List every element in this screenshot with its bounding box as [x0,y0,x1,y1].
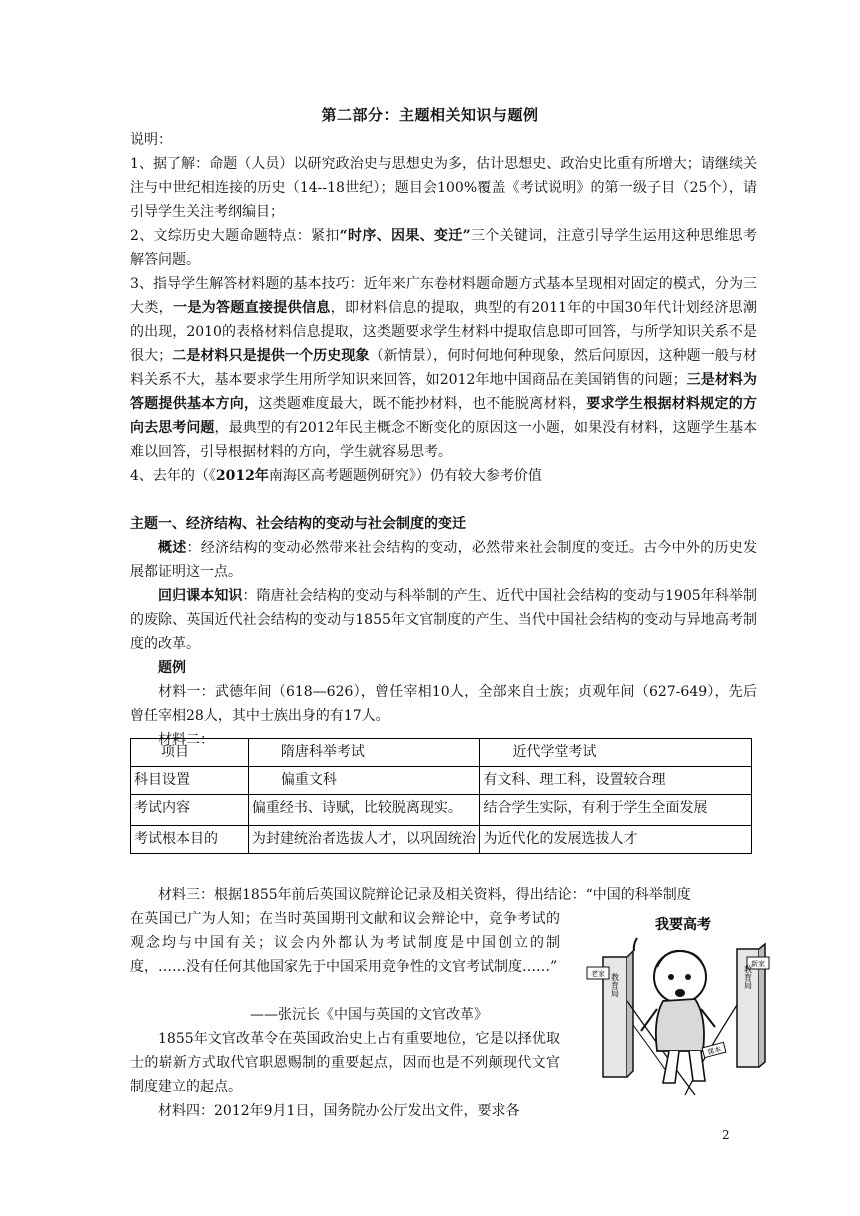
left-sign-label: 老家 [591,971,605,978]
cartoon-caption: 我要高考 [655,916,711,932]
keywords: “时序、因果、变迁” [339,228,471,244]
material-4: 材料四：2012年9月1日，国务院办公厅发出文件，要求各 [158,1103,520,1119]
intro-paragraph-4: 4、去年的（《2012年南海区高考题题例研究》）仍有较大参考价值 [130,468,542,484]
right-sign-label: 新家 [751,961,765,968]
table-cell: 偏重文科 [248,767,480,795]
table-cell: 考试根本目的 [131,826,249,854]
overview-paragraph: 概述：经济结构的变动必然带来社会结构的变动，必然带来社会制度的变迁。古今中外的历史发展都证明这一点。 [130,540,758,580]
material-3-source: ——张沅长《中国与英国的文官改革》 [250,1007,488,1023]
example-label: 题例 [158,660,186,676]
table-row [131,767,752,795]
comparison-table [130,738,752,854]
intro-paragraph-2: 2、文综历史大题命题特点：紧扣“时序、因果、变迁”三个关键词，注意引导学生运用这种思维思考解答问题。 [130,228,757,268]
material-2-label: 材料二： [158,732,214,748]
book-label: 课本 [706,1046,723,1057]
intro-paragraph-1: 1、据了解：命题（人员）以研究政治史与思想史为多，估计思想史、政治史比重有所增大；请继续关注与中世纪相连接的历史（14--18世纪）；题目会100%覆盖《考试说明》的第一级子目（25个），请引导学生关注考纲编目； [130,156,757,220]
table-cell: 考试内容 [131,795,249,826]
table-cell: 为近代化的发展选拔人才 [480,826,752,854]
table-cell: 为封建统治者选拔人才，以巩固统治 [248,826,480,854]
cartoon-illustration [585,905,775,1105]
intro-label: 说明： [130,132,172,148]
review-paragraph: 回归课本知识：隋唐社会结构的变动与科举制的产生、近代中国社会结构的变动与1905年科举制的废除、英国近代社会结构的变动与1855年文官制度的产生、当代中国社会结构的变动与异地高考制度的改革。 [130,588,757,652]
page-number: 2 [722,1128,730,1142]
table-cell: 偏重经书、诗赋，比较脱离现实。 [248,795,480,826]
table-header-cell: 近代学堂考试 [480,739,752,767]
right-post-label: 教育局 [743,965,753,989]
topic1-heading: 主题一、经济结构、社会结构的变动与社会制度的变迁 [130,516,466,532]
left-post-label: 教育局 [610,973,620,997]
material-3-comment: 1855年文官改革令在英国政治史上占有重要地位，它是以择优取士的崭新方式取代官职恩赐制的重要起点，因而也是不列颠现代文官制度建立的起点。 [130,1031,560,1095]
material-3-body: 在英国已广为人知；在当时英国期刊文献和议会辩论中，竞争考试的观念均与中国有关；议会内外都认为考试制度是中国创立的制度，……没有任何其他国家先于中国采用竞争性的文官考试制度……” [130,911,560,975]
table-header-cell: 项目 [131,739,249,767]
intro-paragraph-3: 3、指导学生解答材料题的基本技巧：近年来广东卷材料题命题方式基本呈现相对固定的模式，分为三大类，一是为答题直接提供信息，即材料信息的提取，典型的有2011年的中国30年代计划经济思潮的出现，2010的表格材料信息提取，这类题要求学生材料中提取信息即可回答，与所学知识关系不是很大；二是材料只是提供一个历史现象（新情景），何时何地何种现象，然后问原因，这种题一般与材料关系不大，基本要求学生用所学知识来回答，如2012年地中国商品在美国销售的问题；三是材料为答题提供基本方向，这类题难度最大，既不能抄材料，也不能脱离材料，要求学生根据材料规定的方向去思考问题，最典型的有2012年民主概念不断变化的原因这一小题，如果没有材料，这题学生基本难以回答，引导根据材料的方向，学生就容易思考。 [130,276,758,460]
material-3-line1: 材料三：根据1855年前后英国议院辩论记录及相关资料，得出结论：“中国的科举制度 [158,887,691,903]
table-header-cell: 隋唐科举考试 [248,739,480,767]
intro-block [130,128,757,488]
topic1-block [130,512,757,752]
table-cell: 有文科、理工科，设置较合理 [480,767,752,795]
table-row [131,826,752,854]
page-title: 第二部分：主题相关知识与题例 [321,106,539,124]
table-row [131,795,752,826]
table-header-row [131,739,752,767]
table-cell: 结合学生实际，有利于学生全面发展 [480,795,752,826]
table-cell: 科目设置 [131,767,249,795]
material-1: 材料一：武德年间（618—626），曾任宰相10人，全部来自士族；贞观年间（627-649），先后曾任宰相28人，其中士族出身的有17人。 [130,684,757,724]
